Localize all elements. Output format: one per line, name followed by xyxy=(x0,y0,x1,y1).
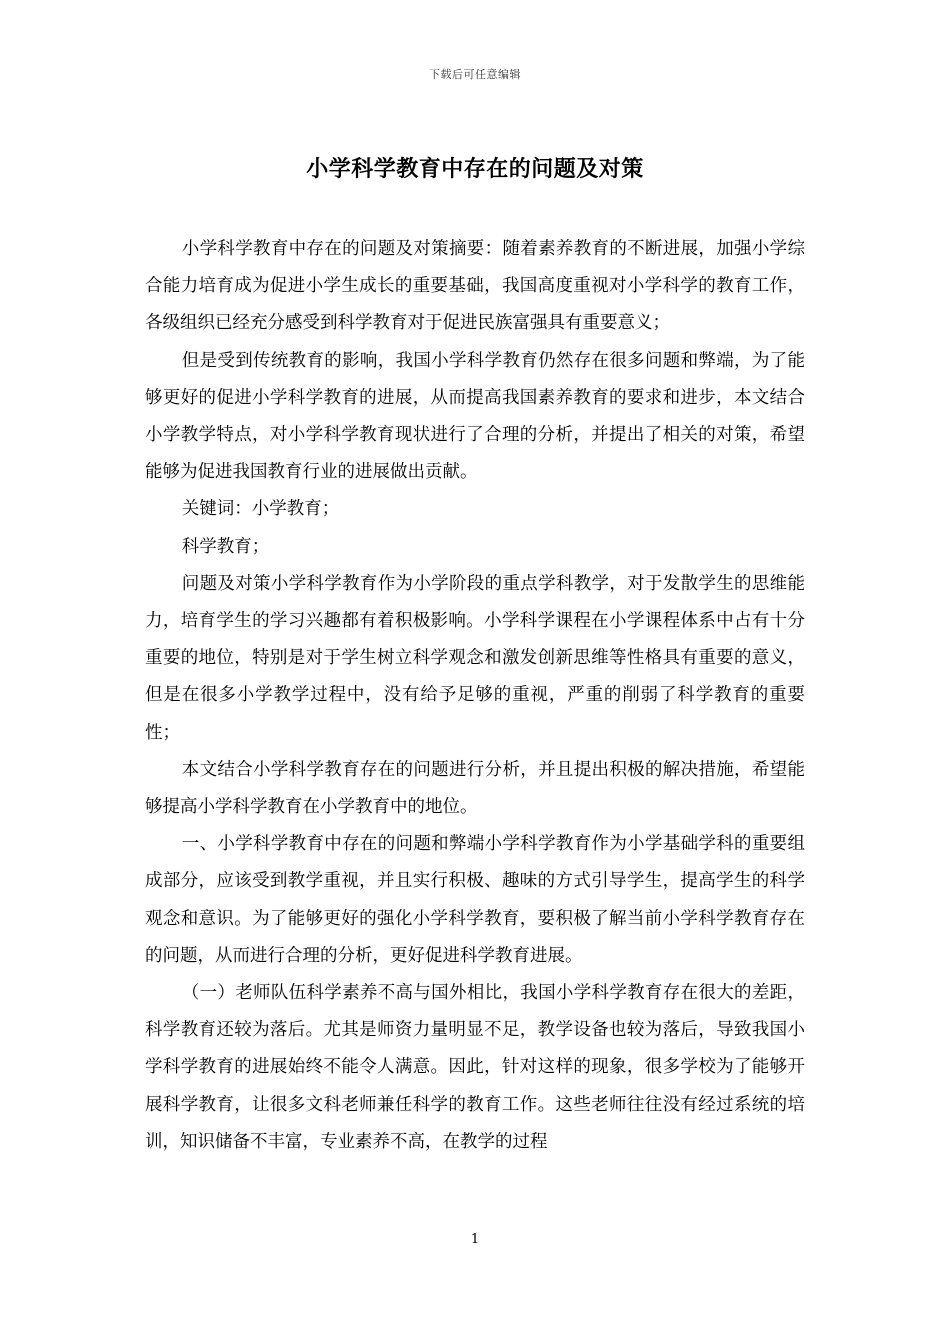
body-paragraph: 本文结合小学科学教育存在的问题进行分析，并且提出积极的解决措施，希望能够提高小学科学教育在小学教育中的地位。 xyxy=(145,759,805,818)
abstract-paragraph: 小学科学教育中存在的问题及对策摘要：随着素养教育的不断进展，加强小学综合能力培育成为促进小学生成长的重要基础，我国高度重视对小学科学的教育工作，各级组织已经充分感受到科学教育对于促进民族富强具有重要意义； xyxy=(145,239,805,334)
page-number: 1 xyxy=(470,1232,480,1247)
body-paragraph: 问题及对策小学科学教育作为小学阶段的重点学科教学，对于发散学生的思维能力，培育学生的学习兴趣都有着积极影响。小学科学课程在小学课程体系中占有十分重要的地位，特别是对于学生树立科学观念和激发创新思维等性格具有重要的意义，但是在很多小学教学过程中，没有给予足够的重视，严重的削弱了科学教育的重要性； xyxy=(145,573,805,743)
keywords-continuation: 科学教育； xyxy=(181,536,270,557)
header-note: 下载后可任意编辑 xyxy=(429,68,521,81)
document-title: 小学科学教育中存在的问题及对策 xyxy=(306,156,644,182)
document-body xyxy=(145,231,805,1161)
section-heading-paragraph: 一、小学科学教育中存在的问题和弊端小学科学教育作为小学基础学科的重要组成部分，应该受到教学重视，并且实行积极、趣味的方式引导学生，提高学生的科学观念和意识。为了能够更好的强化小学科学教育，要积极了解当前小学科学教育存在的问题，从而进行合理的分析，更好促进科学教育进展。 xyxy=(145,834,805,966)
body-paragraph: 但是受到传统教育的影响，我国小学科学教育仍然存在很多问题和弊端，为了能够更好的促进小学科学教育的进展，从而提高我国素养教育的要求和进步，本文结合小学教学特点，对小学科学教育现状进行了合理的分析，并提出了相关的对策，希望能够为促进我国教育行业的进展做出贡献。 xyxy=(145,350,805,483)
keywords-line: 关键词：小学教育； xyxy=(181,499,340,520)
subsection-paragraph: （一）老师队伍科学素养不高与国外相比，我国小学科学教育存在很大的差距，科学教育还较为落后。尤其是师资力量明显不足，教学设备也较为落后，导致我国小学科学教育的进展始终不能令人满意。因此，针对这样的现象，很多学校为了能够开展科学教育，让很多文科老师兼任科学的教育工作。这些老师往往没有经过系统的培训，知识储备不丰富，专业素养不高，在教学的过程 xyxy=(145,983,805,1152)
